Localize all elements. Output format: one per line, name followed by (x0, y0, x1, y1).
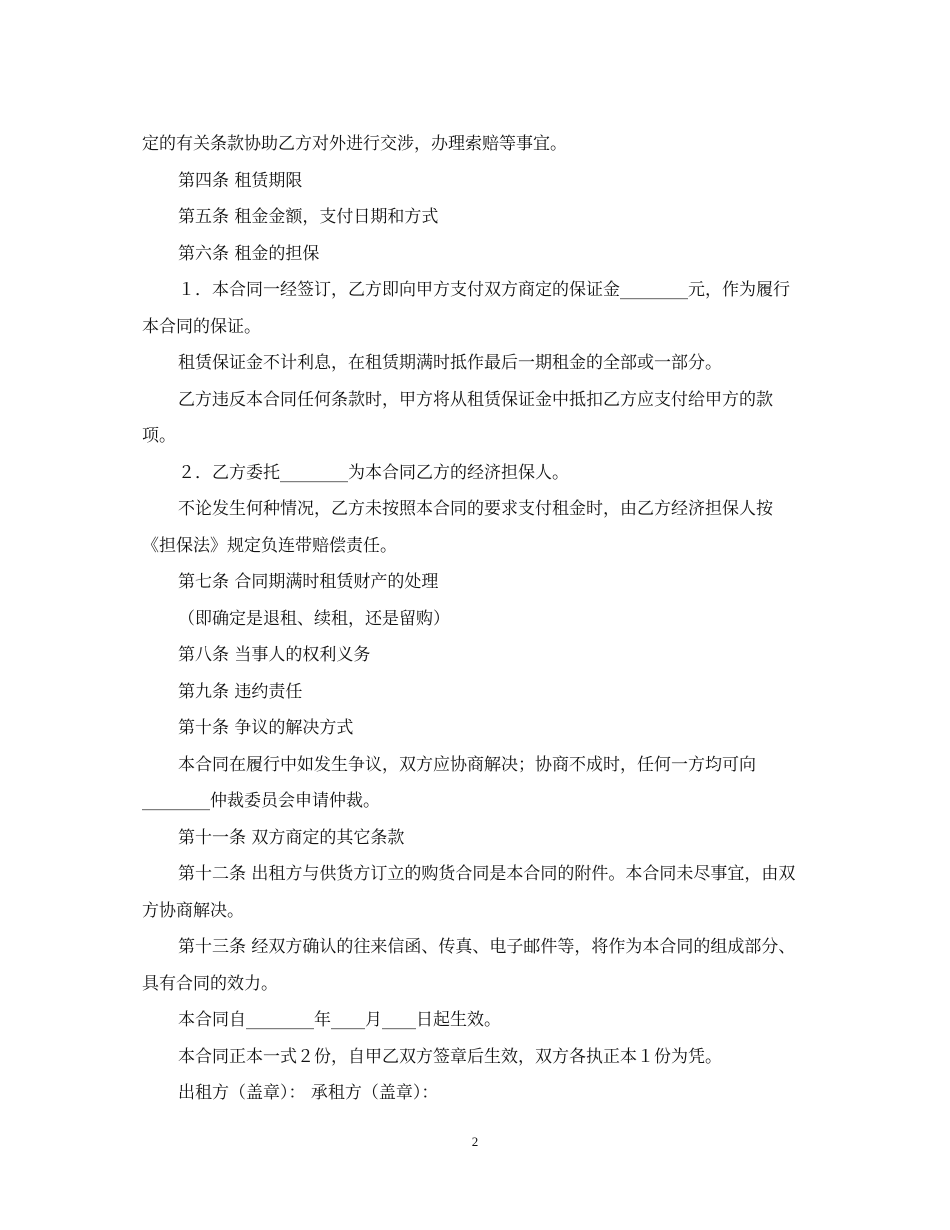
page-number: 2 (471, 1134, 479, 1149)
paragraph: 本合同自________年____月____日起生效。 (178, 1010, 501, 1030)
paragraph: 第四条 租赁期限 (178, 170, 303, 191)
paragraph: 第十条 争议的解决方式 (178, 718, 354, 738)
paragraph: 出租方（盖章）： 承租方（盖章）： (178, 1083, 439, 1103)
paragraph: 第十一条 双方商定的其它条款 (178, 827, 405, 848)
document-body (142, 126, 802, 1112)
paragraph: 第十二条 出租方与供货方订立的购货合同是本合同的附件。本合同未尽事宜，由双方协商解决。 (142, 864, 796, 921)
paragraph: 第五条 租金金额，支付日期和方式 (178, 207, 439, 227)
paragraph: 第十三条 经双方确认的往来信函、传真、电子邮件等，将作为本合同的组成部分、具有合同的效力。 (142, 937, 796, 994)
paragraph: 第八条 当事人的权利义务 (178, 645, 371, 665)
paragraph: 不论发生何种情况，乙方未按照本合同的要求支付租金时，由乙方经济担保人按《担保法》规定负连带赔偿责任。 (142, 499, 773, 556)
paragraph: 第九条 违约责任 (178, 681, 303, 702)
paragraph: １．本合同一经签订，乙方即向甲方支付双方商定的保证金________元，作为履行本合同的保证。 (142, 280, 790, 337)
paragraph: 定的有关条款协助乙方对外进行交涉，办理索赔等事宜。 (142, 134, 567, 154)
paragraph: 乙方违反本合同任何条款时，甲方将从租赁保证金中抵扣乙方应支付给甲方的款项。 (142, 389, 773, 446)
paragraph: （即确定是退租、续租，还是留购） (178, 608, 450, 629)
paragraph: 本合同在履行中如发生争议，双方应协商解决；协商不成时，任何一方均可向________仲裁委员会申请仲裁。 (142, 754, 756, 811)
paragraph: 第七条 合同期满时租赁财产的处理 (178, 572, 439, 592)
paragraph: 租赁保证金不计利息，在租赁期满时抵作最后一期租金的全部或一部分。 (178, 353, 722, 373)
paragraph: 第六条 租金的担保 (178, 243, 320, 264)
paragraph: 本合同正本一式２份，自甲乙双方签章后生效，双方各执正本１份为凭。 (178, 1046, 722, 1067)
paragraph: ２．乙方委托________为本合同乙方的经济担保人。 (178, 462, 569, 483)
